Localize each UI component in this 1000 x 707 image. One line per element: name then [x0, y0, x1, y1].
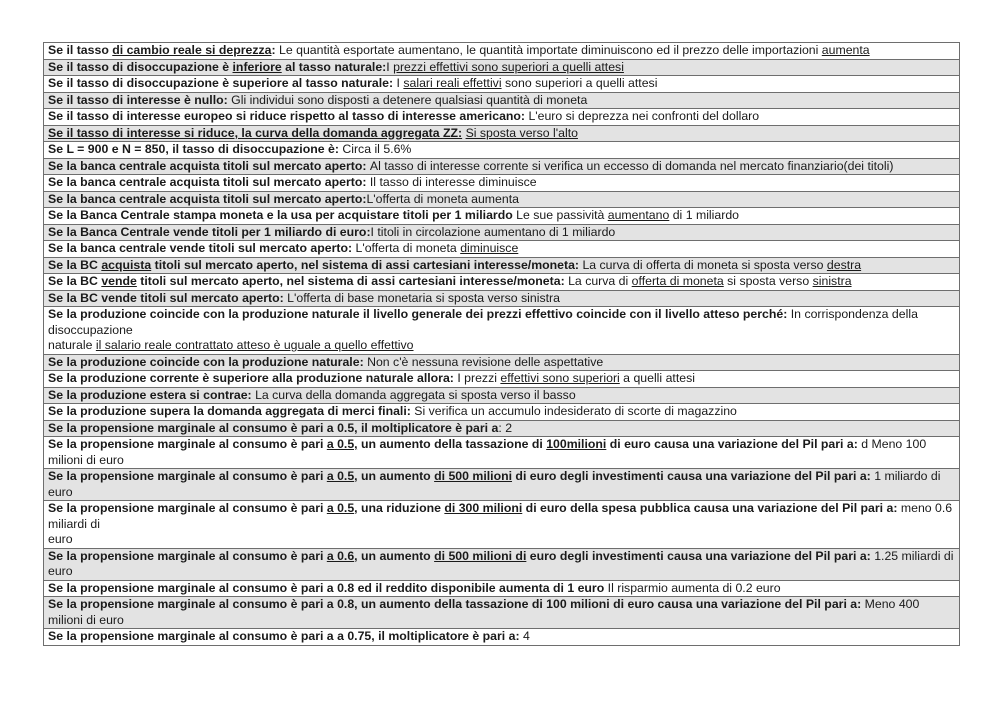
answer-text: I — [396, 76, 404, 90]
question-text: Se la produzione estera si contrae: — [48, 387, 256, 402]
table-row — [44, 371, 960, 388]
table-cell — [44, 92, 960, 109]
table-row — [44, 158, 960, 175]
answer-text: a quelli attesi — [619, 371, 695, 385]
question-text: titoli sul mercato aperto, nel sistema di assi cartesiani interesse/moneta: — [136, 274, 569, 288]
answer-text: Si verifica un accumulo indesiderato di scorte di magazzino — [414, 404, 737, 418]
answer-text: sinistra — [812, 274, 852, 288]
question-text: Se la banca centrale acquista titoli sul mercato aperto: — [48, 158, 370, 173]
table-row — [44, 109, 960, 126]
table-row — [44, 404, 960, 421]
answer-text: La curva della domanda aggregata si sposta verso il basso — [255, 387, 576, 402]
table-cell — [44, 274, 960, 291]
table-cell — [44, 580, 960, 597]
table-cell — [44, 548, 960, 580]
answer-text: L'euro si deprezza nei confronti del dollaro — [528, 109, 760, 123]
question-text: di euro degli investimenti causa una variazione del Pil pari a: — [512, 469, 875, 483]
answer-text: aumenta — [821, 43, 870, 57]
table-cell — [44, 290, 960, 307]
table-cell — [44, 175, 960, 192]
table-row — [44, 501, 960, 549]
question-text: Se il tasso — [48, 43, 113, 57]
table-row — [44, 387, 960, 404]
question-text: , un aumento — [354, 548, 435, 563]
answer-text: il salario reale contrattato atteso è uguale a quello effettivo — [95, 338, 414, 352]
answer-text: 4 — [522, 629, 530, 643]
answer-text: I titoli in circolazione aumentano di 1 miliardo — [370, 224, 616, 239]
question-text: Se la banca centrale acquista titoli sul mercato aperto: — [48, 175, 370, 189]
question-text: acquista — [101, 257, 152, 272]
answer-text: di 1 miliardo — [669, 208, 740, 222]
table-row — [44, 257, 960, 274]
table-row — [44, 274, 960, 291]
answer-text: destra — [826, 257, 862, 272]
question-text: Se la Banca Centrale stampa moneta e la usa per acquistare titoli per 1 miliardo — [48, 208, 517, 222]
answer-text: Gli individui sono disposti a detenere qualsiasi quantità di moneta — [231, 92, 588, 107]
table-row — [44, 307, 960, 355]
question-text: un aumento della tassazione di — [357, 437, 547, 451]
answer-text: Le sue passività — [516, 208, 608, 222]
table-row — [44, 224, 960, 241]
table-cell — [44, 597, 960, 629]
answer-text: Si sposta verso l'alto — [465, 125, 578, 140]
qa-table-body — [44, 43, 960, 646]
question-text: Se il tasso di disoccupazione è — [48, 59, 233, 74]
table-row — [44, 437, 960, 469]
question-text: Se la Banca Centrale vende titoli per 1 miliardo di euro: — [48, 224, 371, 239]
answer-text: Il tasso di interesse diminuisce — [369, 175, 537, 189]
question-text: inferiore — [232, 59, 282, 74]
table-cell — [44, 501, 960, 549]
answer-text: L'offerta di base monetaria si sposta verso sinistra — [287, 290, 560, 305]
question-text: di 500 milioni di — [434, 548, 527, 563]
table-cell — [44, 629, 960, 646]
answer-text: diminuisce — [460, 241, 519, 255]
question-text: Se la banca centrale vende titoli sul mercato aperto: — [48, 241, 356, 255]
question-text: 100milioni — [546, 437, 607, 451]
table-cell — [44, 371, 960, 388]
table-cell — [44, 76, 960, 93]
answer-text: offerta di moneta — [631, 274, 724, 288]
question-text: Se la propensione marginale al consumo è pari a 0.5, il moltiplicatore è pari a — [48, 420, 499, 435]
table-row — [44, 175, 960, 192]
answer-text: Il risparmio aumenta di 0.2 euro — [607, 580, 781, 595]
answer-text: sono superiori a quelli attesi — [501, 76, 658, 90]
question-text: Se la banca centrale acquista titoli sul mercato aperto: — [48, 191, 367, 206]
question-text: Se la produzione coincide con la produzione naturale il livello generale dei prezzi effettivo coincide con il livello atteso perché: — [48, 307, 791, 321]
table-row — [44, 469, 960, 501]
answer-text: naturale — [48, 338, 96, 352]
question-text: di euro causa una variazione del Pil pari a: — [606, 437, 862, 451]
question-text: Se la propensione marginale al consumo è pari — [48, 501, 327, 515]
table-cell — [44, 437, 960, 469]
table-row — [44, 92, 960, 109]
answer-text: I prezzi — [457, 371, 501, 385]
table-row — [44, 290, 960, 307]
answer-text: I — [386, 59, 394, 74]
question-text: Se il tasso di interesse europeo si riduce rispetto al tasso di interesse americano: — [48, 109, 529, 123]
question-text: Se la produzione coincide con la produzione naturale: — [48, 354, 368, 369]
answer-text: La curva di offerta di moneta si sposta verso — [582, 257, 827, 272]
table-row — [44, 241, 960, 258]
table-row — [44, 191, 960, 208]
question-text: Se la propensione marginale al consumo è pari — [48, 548, 327, 563]
table-cell — [44, 307, 960, 355]
answer-text: Non c'è nessuna revisione delle aspettative — [367, 354, 604, 369]
answer-text: si sposta verso — [723, 274, 813, 288]
question-text: a 0.5, — [326, 437, 358, 451]
question-text: , un aumento — [354, 469, 435, 483]
question-text: Se la BC vende titoli sul mercato aperto: — [48, 290, 288, 305]
question-text: Se la produzione corrente è superiore alla produzione naturale allora: — [48, 371, 458, 385]
answer-text: L'offerta di moneta aumenta — [366, 191, 519, 206]
question-text: di cambio reale si deprezza — [112, 43, 272, 57]
question-text: , una riduzione — [354, 501, 445, 515]
table-row — [44, 76, 960, 93]
answer-text: Meno 400 milioni di euro — [48, 597, 920, 627]
question-text: Se la propensione marginale al consumo è pari — [48, 469, 327, 483]
table-row — [44, 59, 960, 76]
table-row — [44, 125, 960, 142]
answer-text: d Meno 100 milioni di euro — [48, 437, 927, 467]
question-text: : — [271, 43, 280, 57]
answer-text: euro — [48, 532, 73, 546]
table-cell — [44, 43, 960, 60]
qa-table — [43, 42, 960, 646]
table-cell — [44, 59, 960, 76]
table-cell — [44, 224, 960, 241]
table-row — [44, 142, 960, 159]
table-cell — [44, 354, 960, 371]
table-cell — [44, 420, 960, 437]
question-text: Se la propensione marginale al consumo è pari — [48, 437, 327, 451]
question-text: Se la propensione marginale al consumo è pari a 0.8, un aumento della tassazione di 100 milioni di euro causa una variazione del Pil pari a: — [48, 597, 865, 611]
answer-text: Circa il 5.6% — [342, 142, 412, 156]
question-text: titoli sul mercato aperto, nel sistema di assi cartesiani interesse/moneta: — [151, 257, 583, 272]
question-text: a 0.6 — [326, 548, 355, 563]
question-text: euro degli investimenti causa una variazione del Pil pari a: — [526, 548, 875, 563]
question-text: Se la propensione marginale al consumo è pari a 0.8 ed il reddito disponibile aumenta di 1 euro — [48, 580, 608, 595]
question-text: Se la BC — [48, 274, 102, 288]
table-row — [44, 43, 960, 60]
answer-text: : 2 — [498, 420, 513, 435]
table-cell — [44, 387, 960, 404]
table-cell — [44, 158, 960, 175]
question-text: Se il tasso di interesse si riduce, la curva della domanda aggregata ZZ: — [48, 125, 463, 140]
answer-text: salari reali effettivi — [403, 76, 502, 90]
table-row — [44, 580, 960, 597]
table-cell — [44, 142, 960, 159]
answer-text: Le quantità esportate aumentano, le quantità importate diminuiscono ed il prezzo delle importazioni — [279, 43, 822, 57]
table-row — [44, 597, 960, 629]
table-cell — [44, 241, 960, 258]
table-cell — [44, 125, 960, 142]
question-text: Se il tasso di disoccupazione è superiore al tasso naturale: — [48, 76, 397, 90]
question-text: Se la BC — [48, 257, 102, 272]
table-row — [44, 548, 960, 580]
table-cell — [44, 191, 960, 208]
answer-text: prezzi effettivi sono superiori a quelli attesi — [393, 59, 624, 74]
table-cell — [44, 469, 960, 501]
question-text: di euro della spesa pubblica causa una variazione del Pil pari a: — [522, 501, 901, 515]
answer-text: In corrispondenza della disoccupazione — [48, 307, 918, 337]
table-cell — [44, 208, 960, 225]
table-cell — [44, 109, 960, 126]
question-text: Se la produzione supera la domanda aggregata di merci finali: — [48, 404, 415, 418]
table-row — [44, 208, 960, 225]
answer-text: L'offerta di moneta — [355, 241, 461, 255]
question-text: Se il tasso di interesse è nullo: — [48, 92, 232, 107]
question-text: Se la propensione marginale al consumo è pari a a 0.75, il moltiplicatore è pari a: — [48, 629, 523, 643]
answer-text: Al tasso di interesse corrente si verifica un eccesso di domanda nel mercato finanziario(dei titoli) — [369, 158, 894, 173]
table-row — [44, 629, 960, 646]
table-row — [44, 420, 960, 437]
answer-text: La curva di — [568, 274, 632, 288]
question-text: al tasso naturale: — [281, 59, 387, 74]
table-cell — [44, 404, 960, 421]
table-cell — [44, 257, 960, 274]
answer-text: 1.25 miliardi di euro — [48, 548, 954, 578]
answer-text: aumentano — [607, 208, 670, 222]
answer-text: effettivi sono superiori — [500, 371, 620, 385]
question-text: di 500 milioni — [434, 469, 513, 483]
question-text: vende — [101, 274, 137, 288]
answer-text: 1 miliardo di euro — [48, 469, 941, 499]
question-text: di 300 milioni — [444, 501, 523, 515]
question-text: a 0.5 — [326, 501, 355, 515]
answer-text: meno 0.6 miliardi di — [48, 501, 953, 531]
table-row — [44, 354, 960, 371]
question-text: a 0.5 — [326, 469, 355, 483]
question-text: Se L = 900 e N = 850, il tasso di disoccupazione è: — [48, 142, 343, 156]
